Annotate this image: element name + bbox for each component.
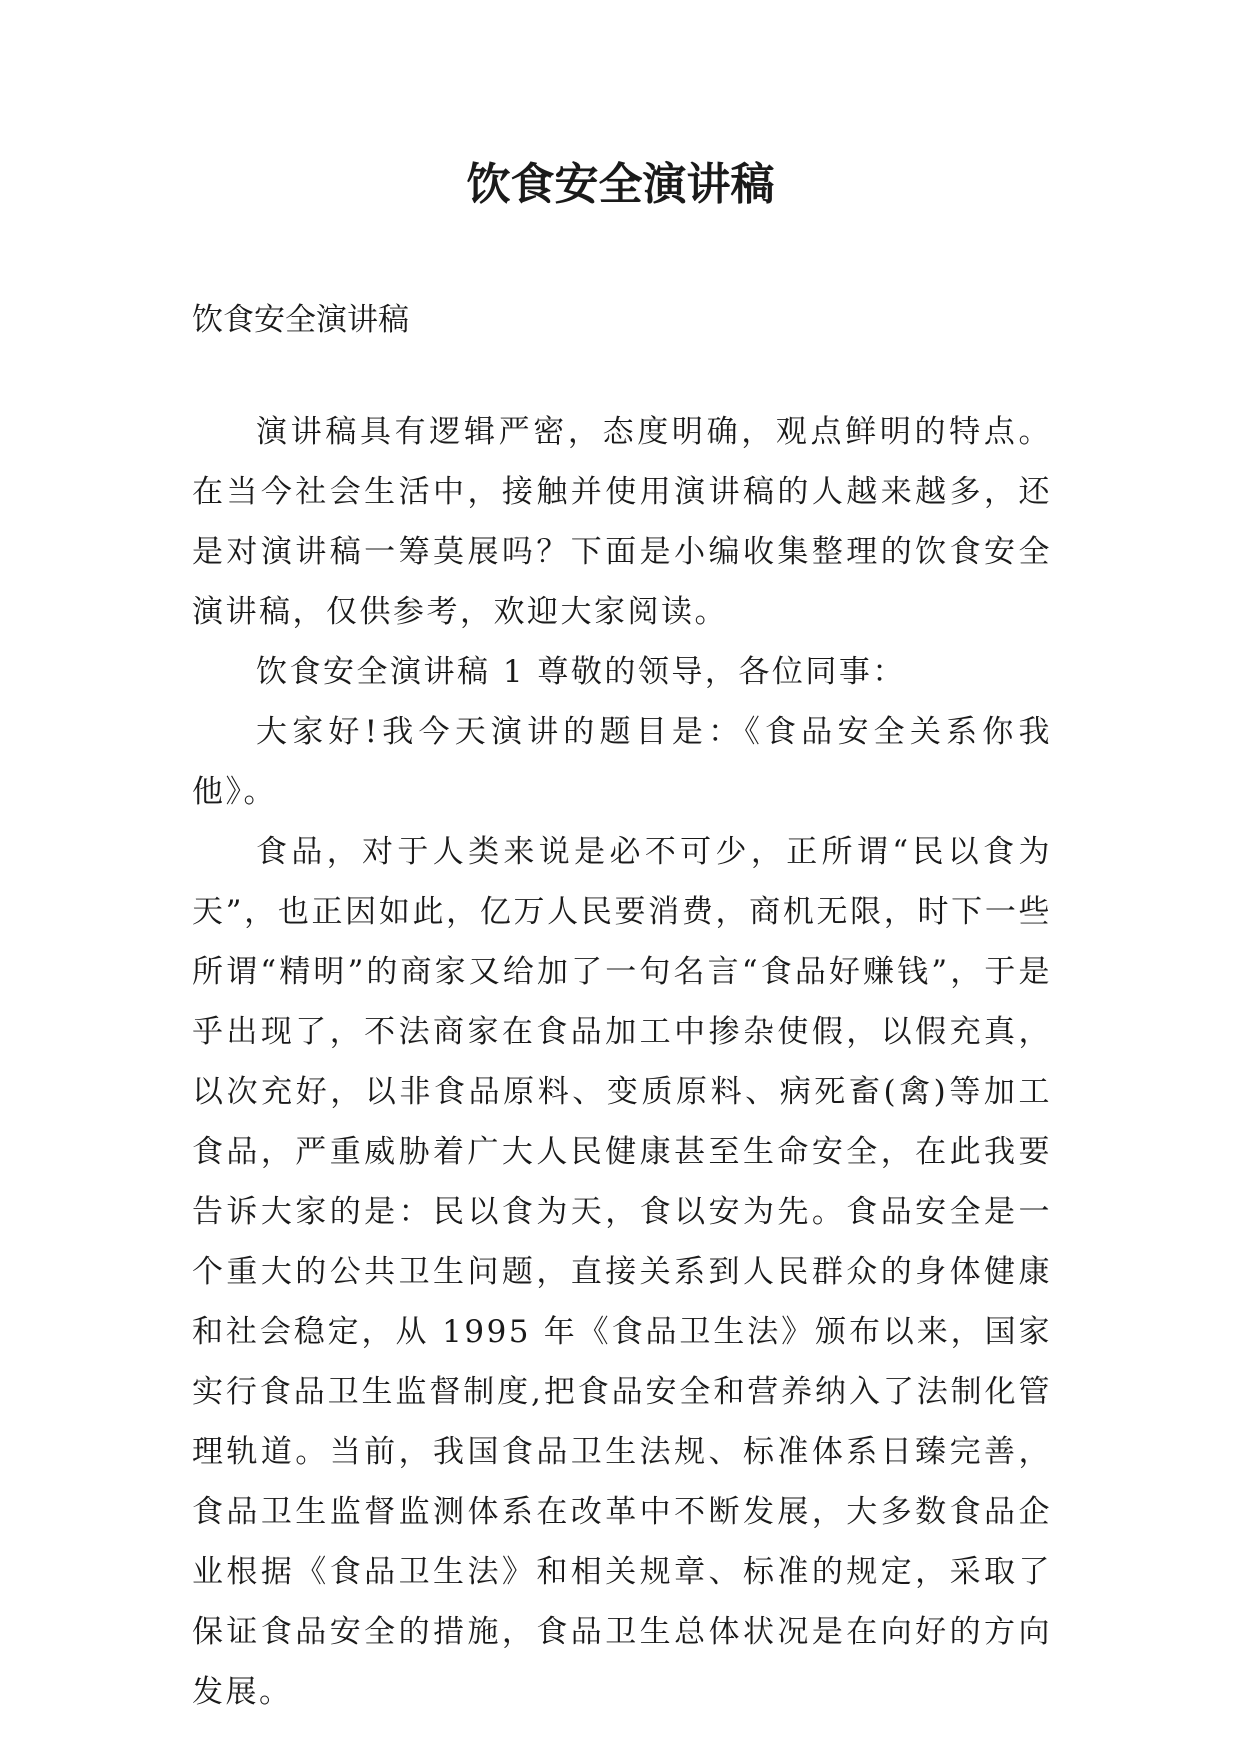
paragraph-salutation: 饮食安全演讲稿 1 尊敬的领导，各位同事： [256,654,906,690]
document-body [192,402,1052,1722]
paragraph-intro: 演讲稿具有逻辑严密，态度明确，观点鲜明的特点。在当今社会生活中，接触并使用演讲稿的人越来越多，还是对演讲稿一筹莫展吗？下面是小编收集整理的饮食安全演讲稿，仅供参考，欢迎大家阅读。 [192,414,1052,630]
document-subtitle: 饮食安全演讲稿 [192,302,409,338]
paragraph-main: 食品，对于人类来说是必不可少，正所谓“民以食为天”，也正因如此，亿万人民要消费，商机无限，时下一些所谓“精明”的商家又给加了一句名言“食品好赚钱”，于是乎出现了，不法商家在食品加工中掺杂使假，以假充真，以次充好，以非食品原料、变质原料、病死畜(禽)等加工食品，严重威胁着广大人民健康甚至生命安全，在此我要告诉大家的是：民以食为天，食以安为先。食品安全是一个重大的公共卫生问题，直接关系到人民群众的身体健康和社会稳定，从 1995 年《食品卫生法》颁布以来，国家实行食品卫生监督制度,把食品安全和营养纳入了法制化管理轨道。当前，我国食品卫生法规、标准体系日臻完善，食品卫生监督监测体系在改革中不断发展，大多数食品企业根据《食品卫生法》和相关规章、标准的规定，采取了保证食品安全的措施，食品卫生总体状况是在向好的方向发展。 [192,834,1052,1710]
paragraph-greeting: 大家好!我今天演讲的题目是：《食品安全关系你我他》。 [192,714,1052,810]
document-title: 饮食安全演讲稿 [466,159,775,210]
